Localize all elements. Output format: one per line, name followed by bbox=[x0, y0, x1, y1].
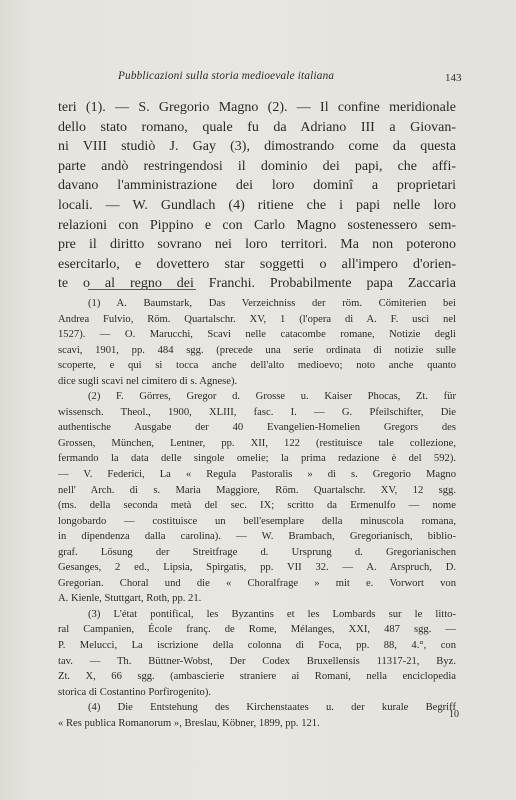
body-line: esercitarlo, e dovettero star soggetti o all'impero d'orien- bbox=[58, 256, 456, 272]
footnote-line: (4) Die Entstehung des Kirchenstaates u. der kurale Begriff bbox=[88, 702, 456, 714]
footnote-line: authentische Ausgabe der 40 Evangelien-Homelien Gregors des bbox=[58, 422, 456, 434]
footnotes bbox=[58, 296, 456, 731]
footnote-line: Gregorian. Choral und die « Choralfrage » mit e. Vorwort von bbox=[58, 577, 456, 589]
footnote-line: scoperte, e qui si tocca anche dell'alto medioevo; noto anche quanto bbox=[58, 360, 456, 372]
signature-mark: 10 bbox=[449, 709, 459, 720]
footnote-line: tav. — Th. Büttner-Wobst, Der Codex Bruxellensis 11317-21, Byz. bbox=[58, 655, 456, 667]
body-line: dello stato romano, quale fu da Adriano III a Giovan- bbox=[58, 119, 456, 135]
footnote-line: Andrea Fulvio, Röm. Quartalschr. XV, 1 (l'opera di A. F. uscì nel bbox=[58, 313, 456, 325]
footnote-separator bbox=[88, 289, 196, 290]
footnote-line: nell' Arch. di s. Maria Maggiore, Röm. Quartalschr. XV, 12 sgg. bbox=[58, 484, 456, 496]
footnote-line: scavi, 1901, pp. 484 sgg. (precede una serie ordinata di notizie sulle bbox=[58, 344, 456, 356]
footnote-line: (1) A. Baumstark, Das Verzeichniss der röm. Cömiterien bei bbox=[88, 298, 456, 309]
body-line: teri (1). — S. Gregorio Magno (2). — Il confine meridionale bbox=[58, 100, 456, 115]
body-line: relazioni con Pippino e con Carlo Magno sostenessero sem- bbox=[58, 217, 456, 233]
footnote-line: graf. Lösung der Streitfrage d. Ursprung d. Gregorianischen bbox=[58, 546, 456, 558]
body-line: ni VIII studiò J. Gay (3), dimostrando come da questa bbox=[58, 139, 456, 155]
body-line: parte andò restringendosi il dominio dei papi, che affi- bbox=[58, 158, 456, 174]
footnote-line: wissensch. Theol., 1900, XLIII, fasc. I. — G. Pfeilschifter, Die bbox=[58, 406, 456, 418]
body-line: davano l'amministrazione dei loro dominî a proprietari bbox=[58, 178, 456, 194]
body-line: pre il diritto sovrano nei loro territori. Ma non poterono bbox=[58, 237, 456, 253]
footnote-line: A. Kienle, Stuttgart, Roth, pp. 21. bbox=[58, 593, 202, 605]
running-head: Pubblicazioni sulla storia medioevale italiana bbox=[118, 70, 335, 82]
footnote-line: (ms. della seconda metà del sec. IX; scritto da Ermenulfo — nome bbox=[58, 500, 456, 512]
footnote-line: in dipendenza dalla carolina). — W. Brambach, Gregorianisch, biblio- bbox=[58, 531, 456, 543]
footnote-line: Gesanges, 2 ed., Lipsia, Spirgatis, pp. VII 32. — A. Arspruch, D. bbox=[58, 562, 456, 574]
body-line: locali. — W. Gundlach (4) ritiene che i papi nelle loro bbox=[58, 197, 456, 213]
footnote-line: « Res publica Romanorum », Breslau, Köbner, 1899, pp. 121. bbox=[58, 717, 320, 729]
footnote-line: 1527). — O. Marucchi, Scavi nelle catacombe romane, Notizie degli bbox=[58, 329, 456, 341]
page-header bbox=[0, 70, 516, 86]
footnote-line: fermando la data delle singole omelie; la prima redazione è del 592). bbox=[58, 453, 456, 465]
footnote-line: ral Campanien, École franç. de Rome, Mélanges, XXI, 487 sgg. — bbox=[58, 624, 456, 636]
footnote-line: storica di Costantino Porfirogenito). bbox=[58, 686, 211, 698]
footnote-line: P. Melucci, La iscrizione della colonna di Foca, pp. 88, 4.°, con bbox=[58, 640, 456, 652]
footnote-line: (2) F. Görres, Gregor d. Grosse u. Kaiser Phocas, Zt. für bbox=[88, 391, 456, 403]
page-number: 143 bbox=[445, 72, 462, 84]
main-text bbox=[58, 98, 456, 294]
body-line: te o al regno dei Franchi. Probabilmente papa Zaccaria bbox=[58, 276, 456, 292]
footnote-line: longobardo — costituisce un bell'esemplare della minuscola romana, bbox=[58, 515, 456, 527]
footnote-line: (3) L'état pontifical, les Byzantins et les Lombards sur le litto- bbox=[88, 608, 456, 620]
footnote-line: — V. Federici, La « Regula Pastoralis » di s. Gregorio Magno bbox=[58, 469, 456, 481]
footnote-line: Zt. X, 66 sgg. (ambascierie straniere ai Romani, nella enciclopedia bbox=[58, 671, 456, 683]
footnote-line: Grossen, München, Lentner, pp. XII, 122 (restituisce tale collezione, bbox=[58, 437, 456, 449]
footnote-line: dice sugli scavi nel cimitero di s. Agnese). bbox=[58, 375, 238, 387]
